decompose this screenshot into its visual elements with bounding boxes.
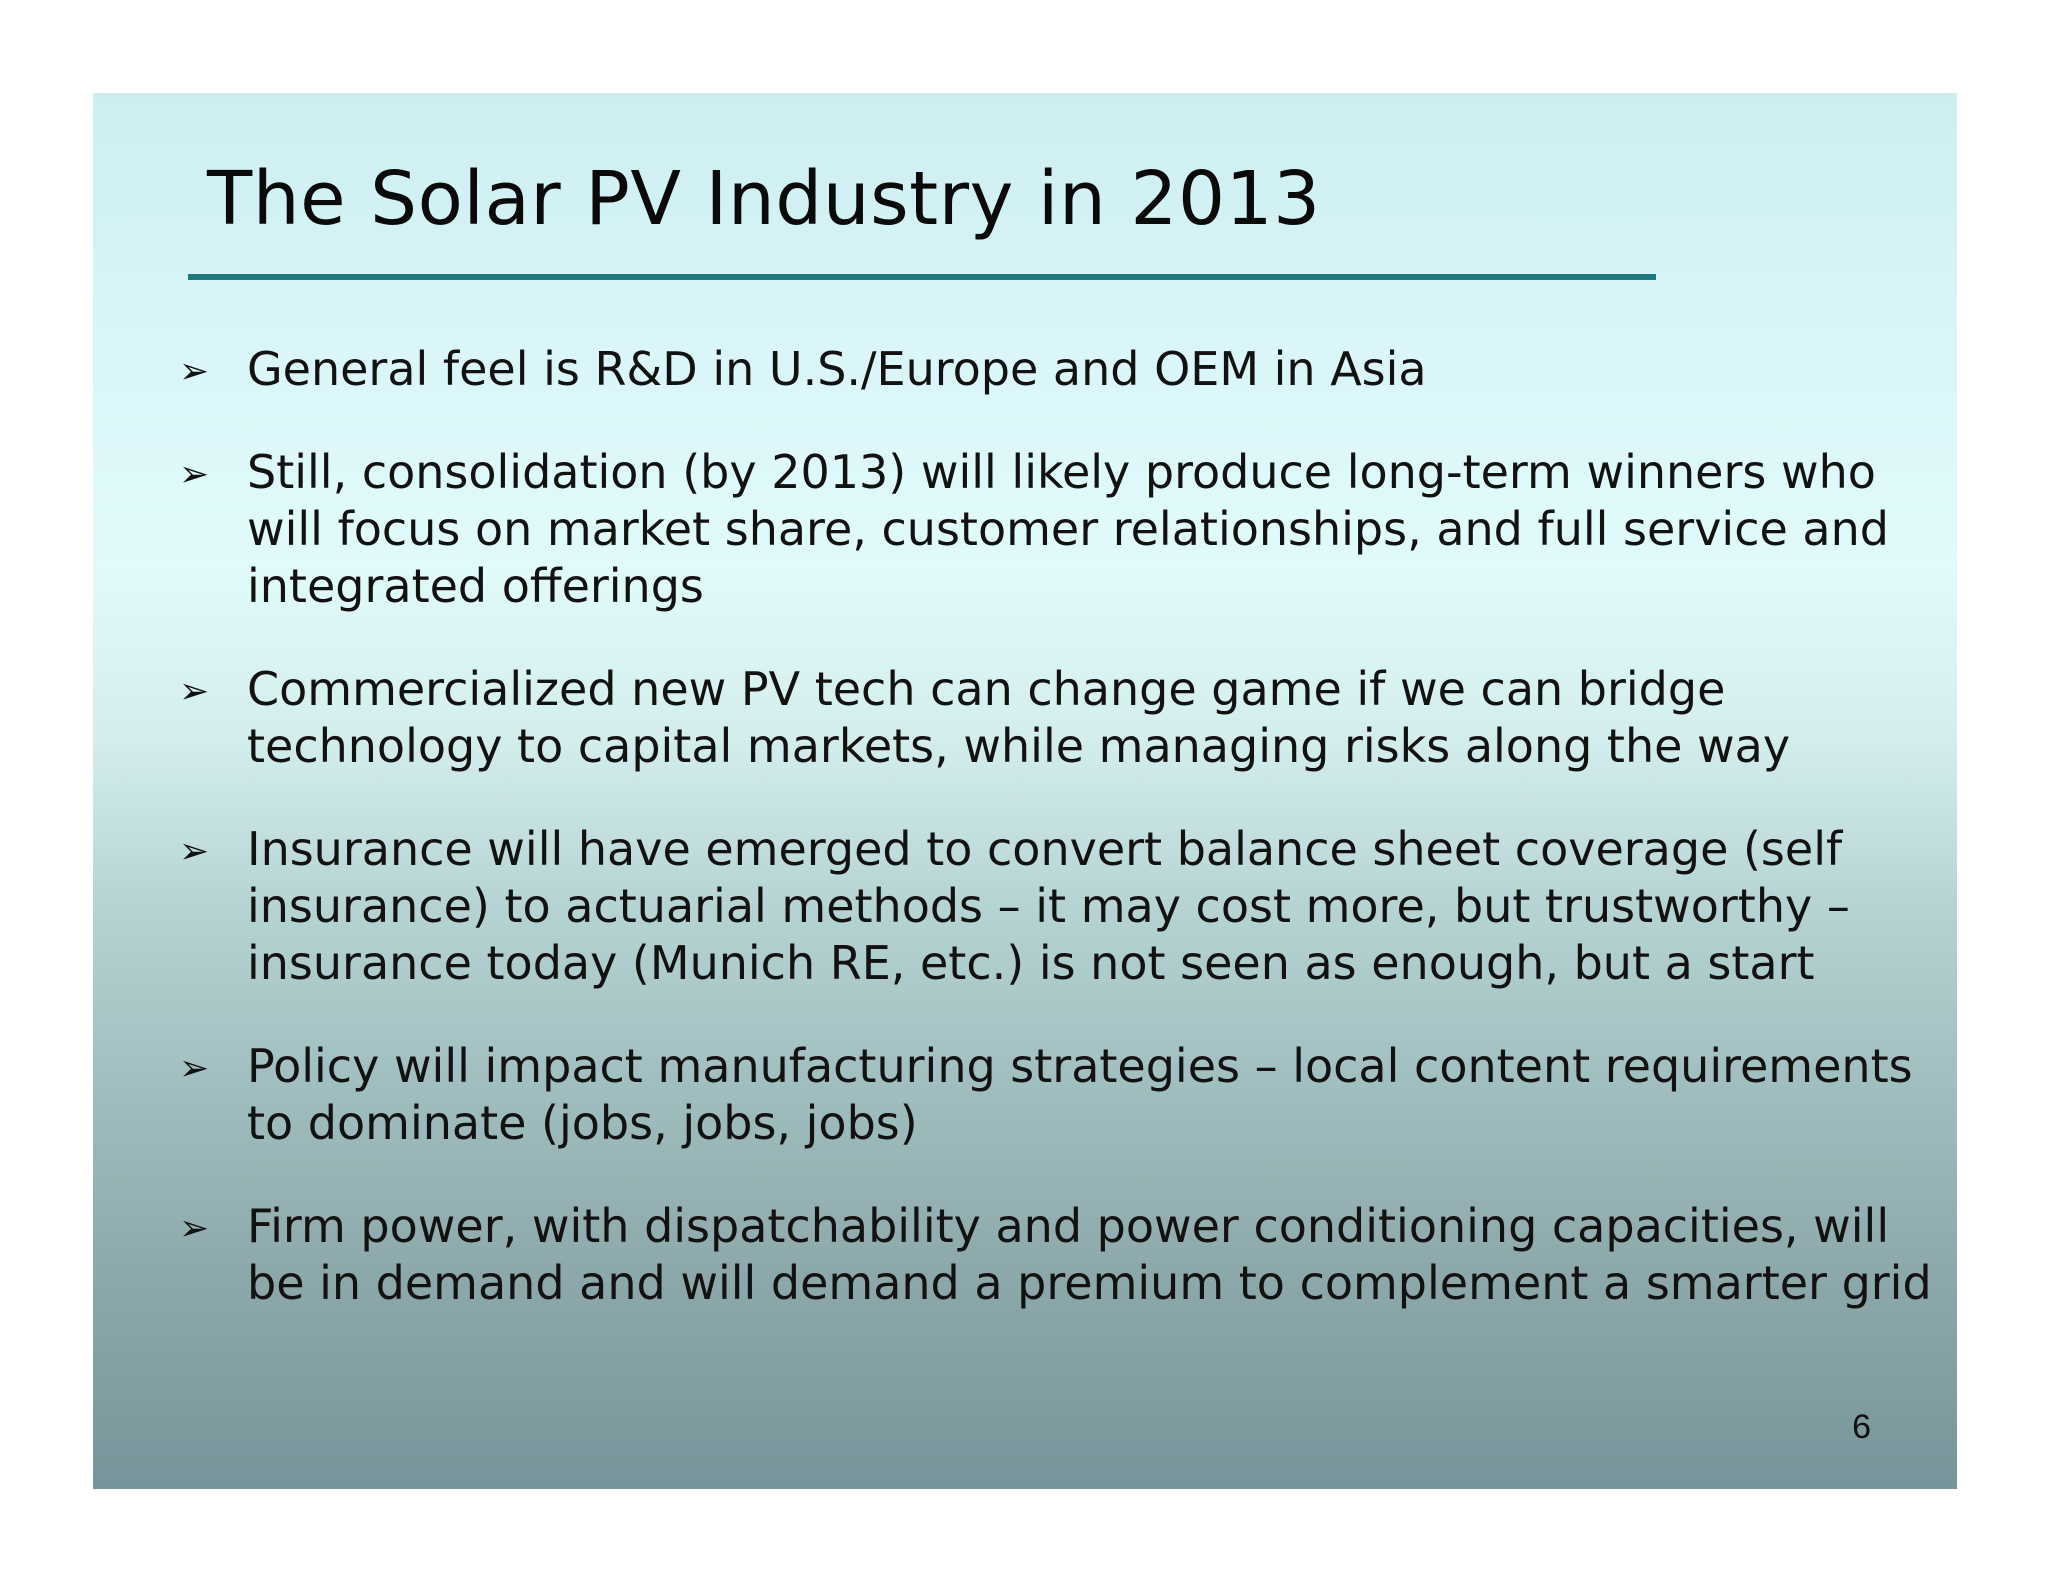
- slide-title: The Solar PV Industry in 2013: [207, 156, 1321, 242]
- bullet-list: [179, 341, 1939, 1358]
- bullet-text: Still, consolidation (by 2013) will likely produce long-term winners who will focus on market share, customer relationships, and full service and integrated offerings: [247, 445, 1889, 613]
- list-item: [179, 341, 1939, 398]
- bullet-text: Policy will impact manufacturing strategies – local content requirements to dominate (jobs, jobs, jobs): [247, 1039, 1913, 1150]
- bullet-text: Firm power, with dispatchability and power conditioning capacities, will be in demand and will demand a premium to complement a smarter grid: [247, 1199, 1932, 1310]
- arrow-bullet-icon: ➢: [179, 831, 210, 872]
- arrow-bullet-icon: ➢: [179, 351, 210, 392]
- bullet-text: Insurance will have emerged to convert balance sheet coverage (self insurance) to actuarial methods – it may cost more, but trustworthy – insurance today (Munich RE, etc.) is not seen as enough, but a start: [247, 822, 1850, 990]
- list-item: [179, 661, 1939, 775]
- arrow-bullet-icon: ➢: [179, 1208, 210, 1249]
- bullet-text: Commercialized new PV tech can change game if we can bridge technology to capital markets, while managing risks along the way: [247, 662, 1791, 773]
- list-item: [179, 444, 1939, 615]
- title-underline: [188, 274, 1656, 280]
- arrow-bullet-icon: ➢: [179, 671, 210, 712]
- slide: [93, 93, 1957, 1489]
- list-item: [179, 821, 1939, 992]
- arrow-bullet-icon: ➢: [179, 1048, 210, 1089]
- arrow-bullet-icon: ➢: [179, 454, 210, 495]
- list-item: [179, 1198, 1939, 1312]
- list-item: [179, 1038, 1939, 1152]
- page-number: 6: [1852, 1408, 1871, 1446]
- bullet-text: General feel is R&D in U.S./Europe and OEM in Asia: [247, 342, 1427, 396]
